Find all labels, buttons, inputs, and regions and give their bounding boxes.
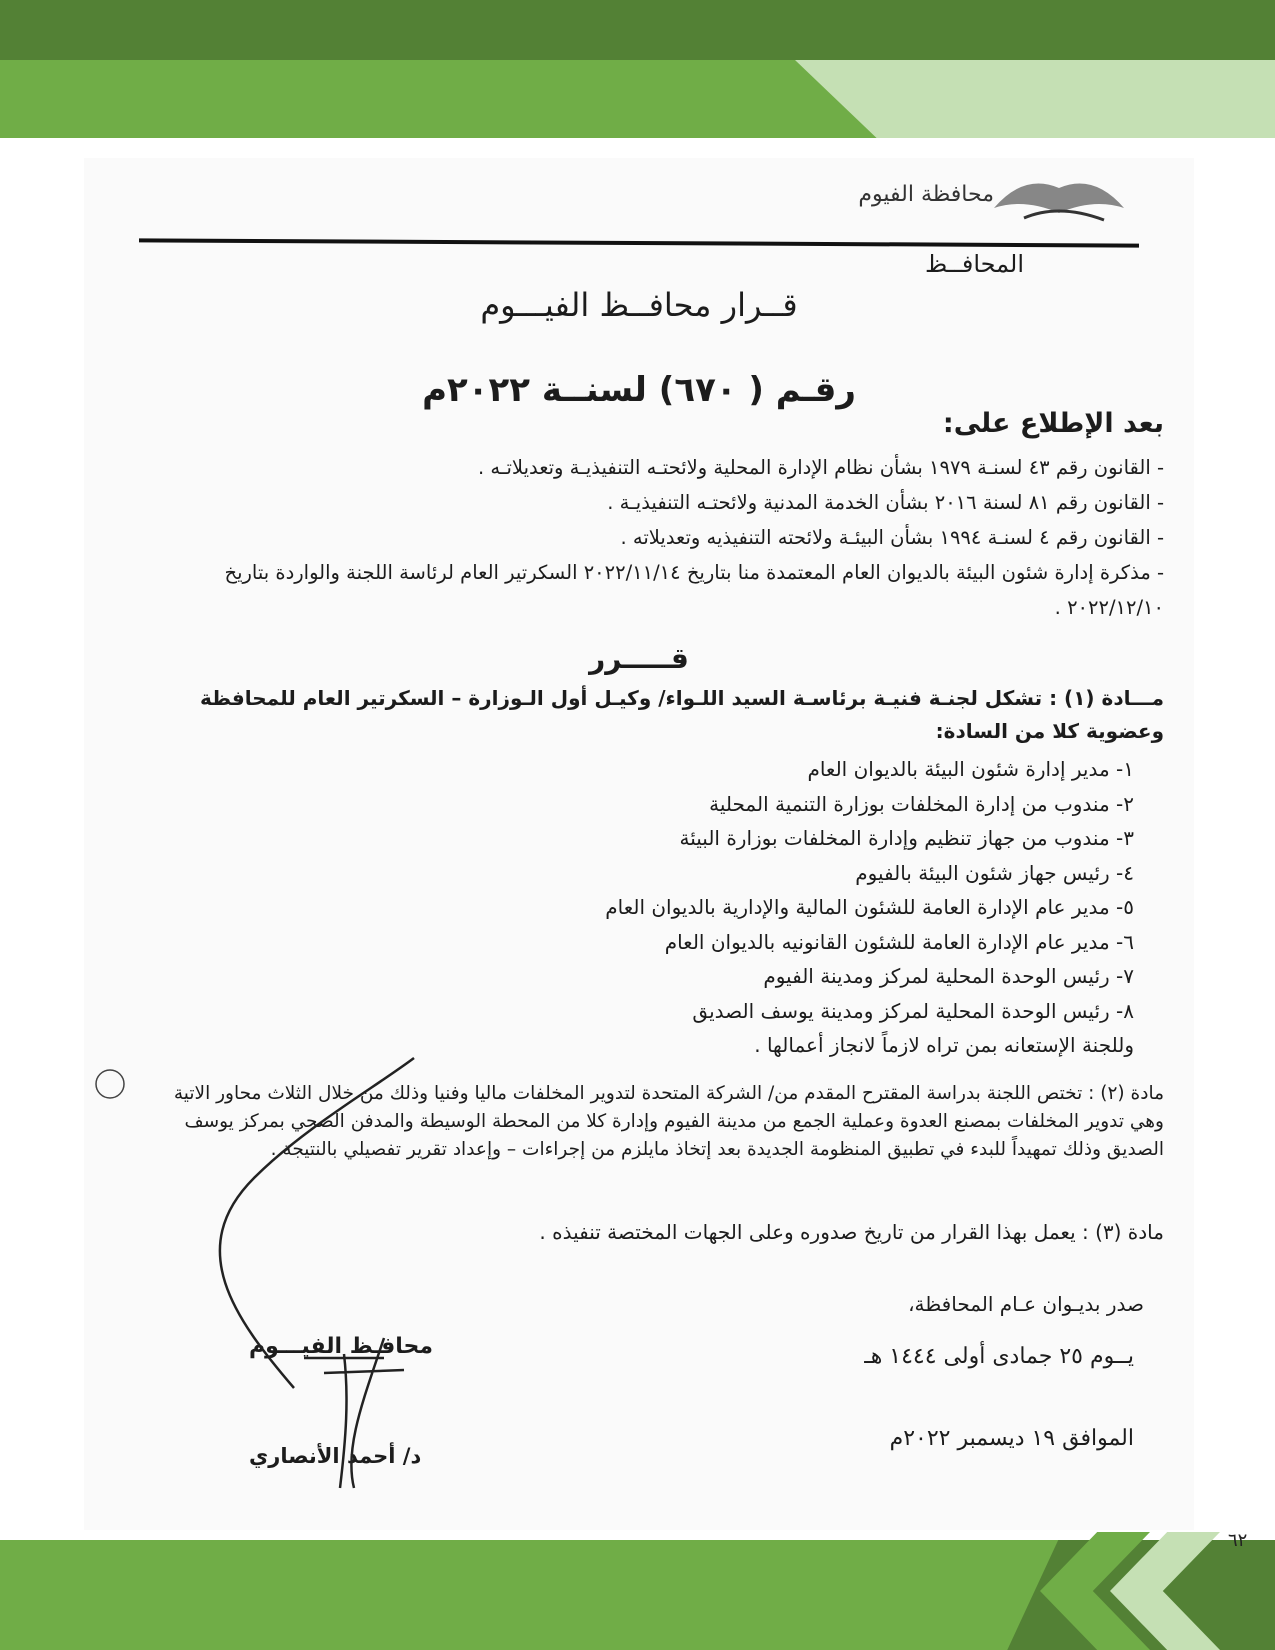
member-item: ٣- مندوب من جهاز تنظيم وإدارة المخلفات بوزارة البيئة: [679, 826, 1134, 850]
committee-members: [605, 752, 1134, 1063]
reference-item: - القانون رقم ٨١ لسنة ٢٠١٦ بشأن الخدمة المدنية ولائحتـه التنفيذيـة .: [607, 491, 1164, 514]
signatory-title: محافـظ الفيـــوم: [249, 1334, 433, 1359]
gregorian-date: الموافق ١٩ ديسمبر ٢٠٢٢م: [889, 1426, 1134, 1451]
header-rule: [139, 238, 1139, 247]
page-number: ٦٢: [1228, 1530, 1248, 1551]
hijri-date: يــوم ٢٥ جمادى أولى ١٤٤٤ هـ: [864, 1344, 1134, 1369]
member-item: ١- مدير إدارة شئون البيئة بالديوان العام: [807, 757, 1134, 781]
decree-title: قــرار محافــظ الفيـــوم: [480, 286, 798, 324]
article-1: مـــادة (١) : تشكل لجنـة فنيـة برئاسـة السيد اللـواء/ وكيـل أول الـوزارة – السكرتير العام للمحافظة وعضوية كلا من السادة:: [200, 686, 1164, 743]
article-3: مادة (٣) : يعمل بهذا القرار من تاريخ صدوره وعلى الجهات المختصة تنفيذه .: [539, 1220, 1164, 1244]
member-item: وللجنة الإستعانه بمن تراه لازماً لانجاز أعمالها .: [754, 1033, 1134, 1057]
member-item: ٤- رئيس جهاز شئون البيئة بالفيوم: [855, 860, 1134, 885]
intro-heading: بعد الإطلاع على:: [942, 408, 1164, 439]
reference-item: - مذكرة إدارة شئون البيئة بالديوان العام المعتمدة منا بتاريخ ٢٠٢٢/١١/١٤ السكرتير العام لرئاسة اللجنة والواردة بتاريخ ٢٠٢٢/١٢/١٠ .: [224, 561, 1164, 619]
member-item: ٨- رئيس الوحدة المحلية لمركز ومدينة يوسف الصديق: [692, 998, 1134, 1023]
reference-list: [144, 450, 1164, 625]
issuer-role: المحافــظ: [925, 250, 1024, 278]
decree-number: رقـم ( ٦٧٠) لسنــة ٢٠٢٢م: [422, 370, 856, 410]
member-item: ٧- رئيس الوحدة المحلية لمركز ومدينة الفيوم: [763, 964, 1134, 988]
header-accent: [795, 60, 1275, 138]
reference-item: - القانون رقم ٤٣ لسنـة ١٩٧٩ بشأن نظام الإدارة المحلية ولائحتـه التنفيذيـة وتعديلاتـه .: [477, 456, 1164, 479]
member-item: ٢- مندوب من إدارة المخلفات بوزارة التنمية المحلية: [709, 791, 1134, 816]
member-item: ٥- مدير عام الإدارة العامة للشئون المالية والإدارية بالديوان العام: [605, 895, 1134, 919]
reference-item: - القانون رقم ٤ لسنـة ١٩٩٤ بشأن البيئـة ولائحته التنفيذيه وتعديلاته .: [620, 526, 1164, 549]
article-2: مادة (٢) : تختص اللجنة بدراسة المقترح المقدم من/ الشركة المتحدة لتدوير المخلفات ماليا وفنيا وذلك من خلال الثلاث محاور الاتية وهي تدوير المخلفات بمصنع العدوة وعملية الجمع من مدينة الفيوم وإدارة كلا من المحطة الوسيطة والمدفن الصحي بمركز يوسف الصديق وذلك تمهيداً للبدء في تطبيق المنظومة الجديدة بعد إتخاذ مايلزم من إجراءات – وإعداد تقرير تفصيلي بالنتيجة .: [173, 1083, 1164, 1160]
issued-at: صدر بديـوان عـام المحافظة،: [908, 1292, 1144, 1316]
eagle-emblem-icon: [984, 168, 1134, 228]
signatory-name: د/ أحمد الأنصاري: [249, 1444, 422, 1468]
governorate-header: محافظة الفيوم: [858, 182, 994, 207]
header-band-dark: [0, 0, 1275, 60]
member-item: ٦- مدير عام الإدارة العامة للشئون القانونيه بالديوان العام: [664, 929, 1134, 954]
decision-heading: قـــــرر: [589, 642, 689, 675]
scanned-decree: [84, 158, 1194, 1530]
